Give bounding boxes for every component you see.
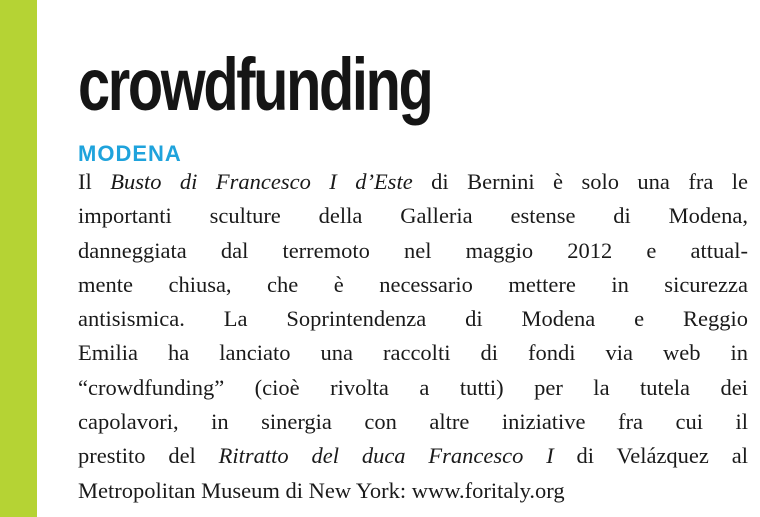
body-line <box>78 302 748 336</box>
body-line <box>78 439 748 473</box>
body-line <box>78 234 748 268</box>
body-line <box>78 405 748 439</box>
accent-bar <box>0 0 37 517</box>
body-line <box>78 371 748 405</box>
body-text-run: Metropolitan Museum di New York: www.foritaly.org <box>78 477 565 503</box>
body-text-run: “crowdfunding” (cioè rivolta a tutti) per la tutela dei <box>78 374 748 400</box>
body-line <box>78 199 748 233</box>
artwork-title: Ritratto del duca Francesco I <box>218 443 554 469</box>
body-text-run: capolavori, in sinergia con altre iniziative fra cui il <box>78 409 748 435</box>
body-text-run: Emilia ha lanciato una raccolti di fondi via web in <box>78 340 748 366</box>
headline: crowdfunding <box>78 43 432 126</box>
body-line <box>78 268 748 302</box>
body-text-run: mente chiusa, che è necessario mettere in sicurezza <box>78 271 748 297</box>
body-text-run: importanti sculture della Galleria estense di Modena, <box>78 203 748 229</box>
artwork-title: Busto di Francesco I d’Este <box>110 169 413 194</box>
body-text-run: di Bernini è solo una fra le <box>412 169 748 194</box>
body-text-run: di Velázquez al <box>553 443 748 469</box>
body-text-run: danneggiata dal terremoto nel maggio 2012 e attual- <box>78 237 748 263</box>
location-label: MODENA <box>78 141 182 166</box>
body-text-run: prestito del <box>78 443 219 469</box>
body-text-run: antisismica. La Soprintendenza di Modena e Reggio <box>78 306 748 332</box>
article-body <box>78 165 748 508</box>
body-line <box>78 165 748 199</box>
body-line <box>78 336 748 370</box>
body-text-run: Il <box>78 169 111 194</box>
body-line <box>78 474 748 508</box>
